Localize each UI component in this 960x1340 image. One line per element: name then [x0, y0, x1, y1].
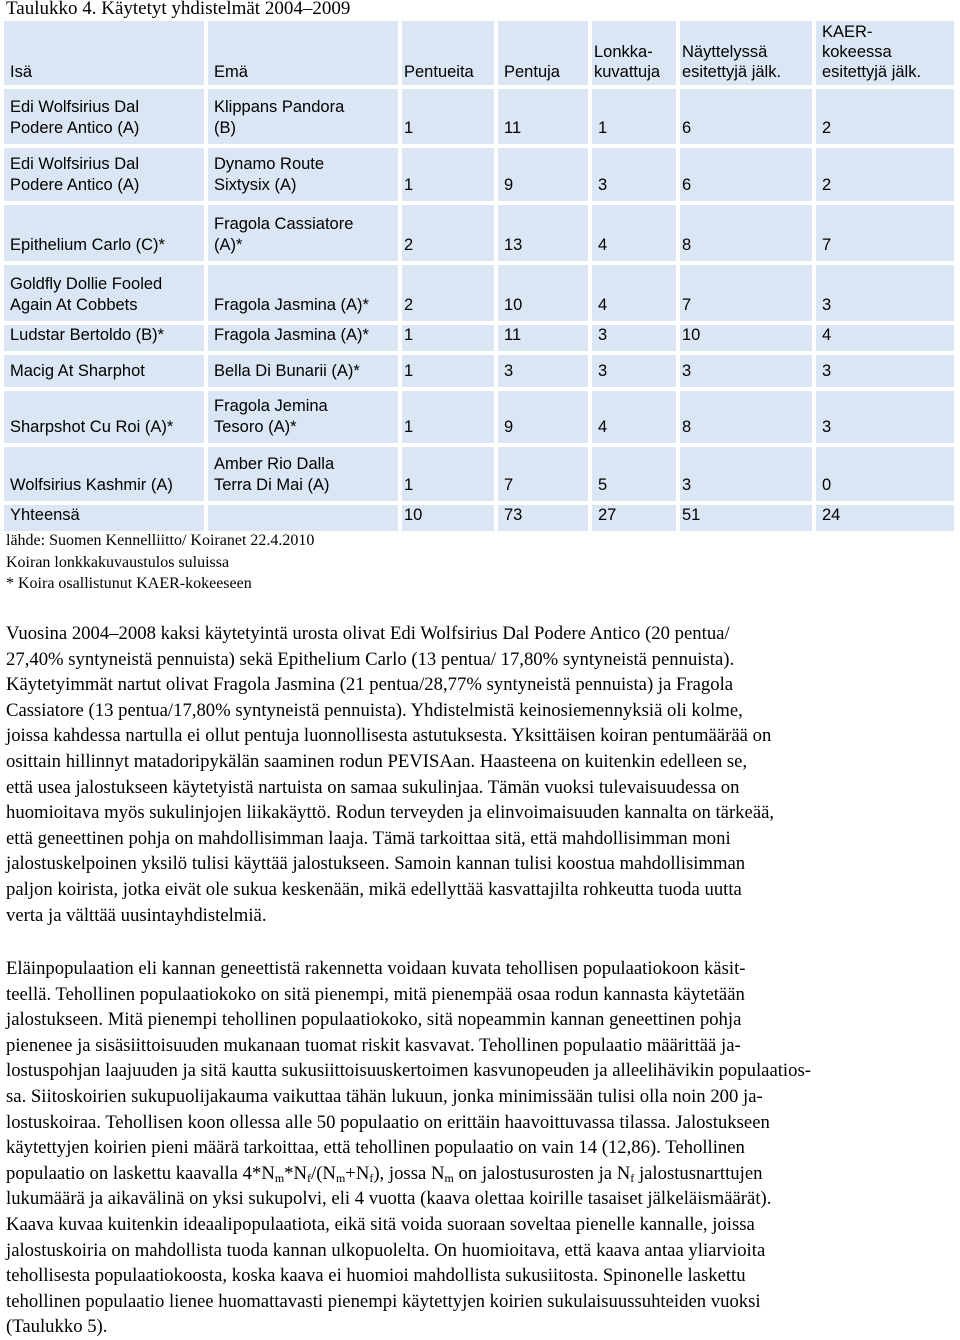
table-header-cell: Pentueita [404, 63, 474, 81]
table-cell: Dynamo Route Sixtysix (A) [214, 155, 325, 194]
paragraph-1 [6, 621, 956, 928]
text-line: käytettyjen koirien pieni määrä tarkoittaa, että tehollinen populaatio on vain 14 (12,86). Tehollinen [6, 1137, 745, 1159]
col-divider [204, 21, 208, 531]
text-line: 27,40% syntyneistä pennuista) sekä Epithelium Carlo (13 pentua/ 17,80% syntyneistä pennuista). [6, 648, 735, 670]
row-divider [4, 443, 954, 447]
table-cell: 1 [404, 476, 414, 494]
text-line: verta ja välttää uusintayhdistelmiä. [6, 904, 267, 926]
text-line: jalostuskoiria on mahdollista tuoda kannan ulkopuolelta. On huomioitava, että kaava antaa yliarvioita [6, 1239, 766, 1261]
table-cell: 10 [404, 506, 423, 524]
row-divider [4, 201, 954, 205]
table-cell: 1 [404, 362, 414, 380]
row-divider [4, 351, 954, 355]
table-caption: Taulukko 4. Käytetyt yhdistelmät 2004–2009 [6, 0, 351, 19]
table-cell: 3 [682, 476, 692, 494]
table-cell: 6 [682, 176, 692, 194]
col-divider [494, 21, 498, 531]
breeding-table [4, 21, 954, 531]
table-cell: 3 [682, 362, 692, 380]
col-divider [676, 21, 680, 531]
table-cell: 3 [822, 418, 832, 436]
table-cell: 10 [504, 296, 523, 314]
row-divider [4, 387, 954, 391]
table-cell: Fragola Jasmina (A)* [214, 296, 369, 314]
table-header-cell: Emä [214, 63, 248, 81]
table-cell: Sharpshot Cu Roi (A)* [10, 418, 174, 436]
table-cell: Epithelium Carlo (C)* [10, 236, 165, 254]
table-cell: Fragola Jasmina (A)* [214, 326, 369, 344]
text-line: (Taulukko 5). [6, 1316, 108, 1338]
text-line: Eläinpopulaation eli kannan geneettistä rakennetta voidaan kuvata tehollisen populaatiokoon käsit- [6, 958, 746, 979]
table-cell: 3 [822, 296, 832, 314]
table-cell: 6 [682, 119, 692, 137]
table-header-cell: Isä [10, 63, 33, 81]
table-cell: 9 [504, 418, 514, 436]
table-cell: 7 [504, 476, 514, 494]
note-kaer: * Koira osallistunut KAER-kokeeseen [6, 575, 252, 592]
row-divider [4, 85, 954, 89]
table-cell: 8 [682, 418, 692, 436]
table-cell: Edi Wolfsirius Dal Podere Antico (A) [10, 98, 140, 137]
text-line: Vuosina 2004–2008 kaksi käytetyintä urosta olivat Edi Wolfsirius Dal Podere Antico (20 pentua/ [6, 623, 730, 644]
table-cell: 3 [598, 176, 608, 194]
table-cell: 1 [404, 418, 414, 436]
text-line: pienenee ja sisäsiittoisuuden mukanaan tuomat riskit kasvavat. Tehollinen populaatio määrittää ja- [6, 1034, 741, 1056]
table-cell: 7 [682, 296, 692, 314]
table-cell: 5 [598, 476, 608, 494]
table-cell: 4 [598, 296, 608, 314]
table-header-cell: KAER- kokeessa esitettyjä jälk. [822, 23, 922, 81]
table-cell: 4 [822, 326, 832, 344]
table-cell: 24 [822, 506, 841, 524]
table-header-cell: Näyttelyssä esitettyjä jälk. [682, 43, 782, 81]
col-divider [588, 21, 592, 531]
table-cell: 1 [404, 119, 414, 137]
paragraph-2 [6, 956, 956, 1340]
table-cell: Fragola Cassiatore (A)* [214, 215, 354, 254]
text-line: lostuskoiraa. Tehollisen koon ollessa alle 50 populaatio on erittäin haavoittuvassa tilassa. Jalostukseen [6, 1111, 770, 1133]
table-cell: 1 [598, 119, 608, 137]
text-line: lukumäärä ja aikavälinä on yksi sukupolvi, eli 4 vuotta (kaava olettaa koirille tasaiset jälkeläismäärät). [6, 1188, 772, 1210]
text-line: jalostuskelpoinen yksilö tulisi käyttää jalostukseen. Samoin kannan tulisi koostua mahdollisimman [6, 853, 746, 875]
text-line: joissa kahdessa nartulla ei ollut pentuja luonnollisesta astutuksesta. Yksittäisen koiran pentumäärää on [6, 725, 772, 747]
table-cell: 2 [404, 236, 414, 254]
text-line: jalostukseen. Mitä pienempi tehollinen populaatiokoko, sitä nopeammin kannan geneettinen pohja [6, 1009, 742, 1031]
table-cell: 7 [822, 236, 832, 254]
table-cell: 4 [598, 418, 608, 436]
table-cell: 4 [598, 236, 608, 254]
table-cell: 2 [822, 176, 832, 194]
note-source: lähde: Suomen Kennelliitto/ Koiranet 22.4.2010 [6, 532, 315, 549]
text-line: huomioitava myös sukulinjojen liikakäyttö. Rodun terveyden ja elinvoimaisuuden kannalta on tärkeää, [6, 802, 775, 824]
table-cell: Fragola Jemina Tesoro (A)* [214, 397, 328, 436]
table-header-cell: Lonkka- kuvattuja [594, 43, 661, 81]
table-cell: 2 [822, 119, 832, 137]
formula-line: populaatio on laskettu kaavalla $4*N_m*N_f/(N_m+N_f)$, jossa $N_m$ on jalostusurosten ja $N_f$ jalostusnarttujen [6, 1162, 763, 1185]
table-notes [6, 530, 314, 595]
text-line: tehollinen populaatio lienee huomattavasti pienempi käytettyjen koirien sukulaisuussuhteiden vuoksi [6, 1290, 761, 1312]
table-cell: Ludstar Bertoldo (B)* [10, 326, 165, 344]
table-cell: 1 [404, 176, 414, 194]
table-cell: 10 [682, 326, 701, 344]
text-line: että usea jalostukseen käytetyistä nartuista on samaa sukulinjaa. Tämän vuoksi tulevaisuudessa on [6, 776, 740, 798]
table-cell: 3 [822, 362, 832, 380]
table-cell: 2 [404, 296, 414, 314]
table-cell: 11 [504, 326, 522, 344]
text-line: teellä. Tehollinen populaatiokoko on sitä pienempi, mitä pienempää osaa rodun kannasta käytetään [6, 983, 745, 1005]
table-cell: Wolfsirius Kashmir (A) [10, 476, 173, 494]
table-cell: 0 [822, 476, 832, 494]
text-line: Käytetyimmät nartut olivat Fragola Jasmina (21 pentua/28,77% syntyneistä pennuista) ja Fragola [6, 674, 734, 696]
text-line: Cassiatore (13 pentua/17,80% syntyneistä pennuista). Yhdistelmistä keinosiemennyksiä oli kolme, [6, 699, 743, 721]
table-cell: 8 [682, 236, 692, 254]
text-line: paljon koirista, jotka eivät ole sukua keskenään, mikä edellyttää kasvattajilta rohkeutta tuoda uutta [6, 878, 742, 900]
text-line: lostuspohjan laajuuden ja sitä kautta sukusiittoisuuskertoimen kasvunopeuden ja alleelihävikin populaatios- [6, 1060, 811, 1082]
table-cell: Klippans Pandora (B) [214, 98, 345, 137]
table-cell: 73 [504, 506, 523, 524]
text-line: että geneettinen pohja on mahdollisimman laaja. Tämä tarkoittaa sitä, että mahdollisimman moni [6, 827, 731, 849]
table-cell: Macig At Sharphot [10, 362, 145, 380]
table-cell: Goldfly Dollie Fooled Again At Cobbets [10, 275, 163, 314]
table-cell: 1 [404, 326, 414, 344]
table-cell: Amber Rio Dalla Terra Di Mai (A) [214, 455, 335, 494]
table-cell: 27 [598, 506, 617, 524]
text-line: sa. Siitoskoirien sukupuolijakauma vaikuttaa tähän lukuun, jonka minimissään tulisi olla noin 200 ja- [6, 1085, 763, 1107]
col-divider [398, 21, 402, 531]
col-divider [812, 21, 816, 531]
table-cell: Yhteensä [10, 506, 80, 524]
text-line: tehollisesta populaatiokoosta, koska kaava ei huomioi mahdollista sukusiitosta. Spinonelle laskettu [6, 1265, 746, 1287]
row-divider [4, 501, 954, 505]
table-cell: 3 [598, 326, 608, 344]
text-line: osittain hillinnyt matadoripykälän saaminen rodun PEVISAan. Haasteena on kuitenkin edelleen se, [6, 750, 748, 772]
table-cell: 9 [504, 176, 514, 194]
text-line: Kaava kuvaa kuitenkin ideaalipopulaatiota, eikä sitä voida suoraan soveltaa pienelle kannalle, joissa [6, 1213, 755, 1235]
table-cell: 3 [504, 362, 514, 380]
row-divider [4, 144, 954, 148]
table-cell: Edi Wolfsirius Dal Podere Antico (A) [10, 155, 140, 194]
table-cell: 51 [682, 506, 701, 524]
note-hip: Koiran lonkkakuvaustulos suluissa [6, 553, 230, 571]
row-divider [4, 261, 954, 265]
table-cell: 3 [598, 362, 608, 380]
table-cell: 13 [504, 236, 523, 254]
table-header-cell: Pentuja [504, 63, 560, 81]
table-cell: Bella Di Bunarii (A)* [214, 362, 360, 380]
table-cell: 11 [504, 119, 522, 137]
